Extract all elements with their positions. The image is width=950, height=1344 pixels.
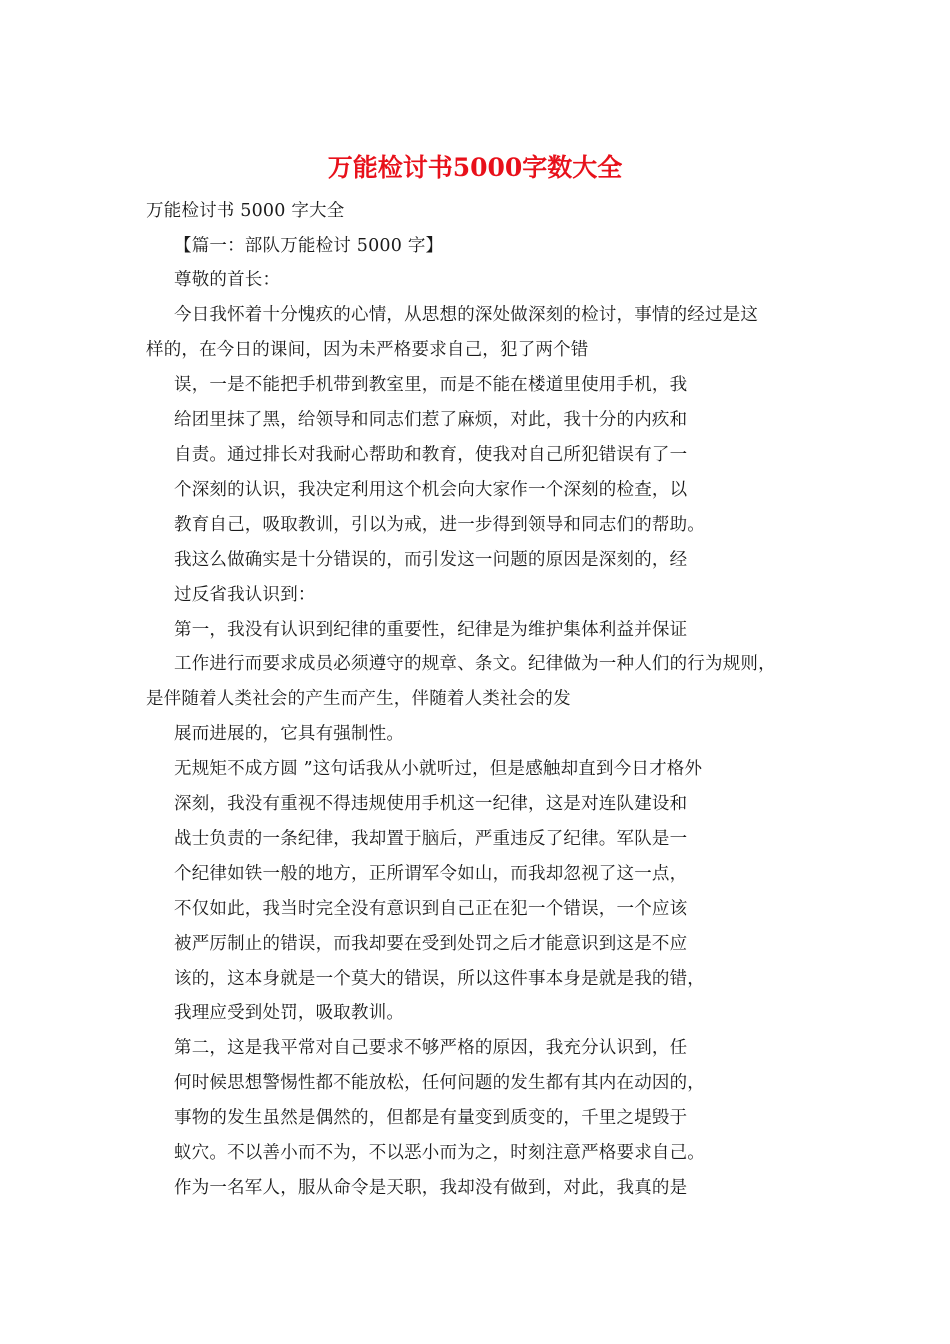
text-line: 过反省我认识到： bbox=[174, 585, 316, 605]
text-line: 我这么做确实是十分错误的，而引发这一问题的原因是深刻的，经 bbox=[174, 550, 688, 570]
text-line: 战士负责的一条纪律，我却置于脑后，严重违反了纪律。军队是一 bbox=[174, 829, 688, 849]
text-line: 个纪律如铁一般的地方，正所谓军令如山，而我却忽视了这一点， bbox=[174, 864, 688, 884]
text-line: 展而进展的，它具有强制性。 bbox=[174, 724, 405, 744]
text-line: 该的，这本身就是一个莫大的错误，所以这件事本身是就是我的错， bbox=[174, 969, 705, 989]
text-line: 工作进行而要求成员必须遵守的规章、条文。纪律做为一种人们的行为规则， bbox=[174, 654, 776, 674]
text-line: 我理应受到处罚，吸取教训。 bbox=[174, 1003, 405, 1023]
text-line: 教育自己，吸取教训，引以为戒，进一步得到领导和同志们的帮助。 bbox=[174, 515, 705, 535]
text-line: 被严厉制止的错误，而我却要在受到处罚之后才能意识到这是不应 bbox=[174, 934, 688, 954]
text-line: 深刻，我没有重视不得违规使用手机这一纪律，这是对连队建设和 bbox=[174, 794, 688, 814]
text-line: 给团里抹了黑，给领导和同志们惹了麻烦，对此，我十分的内疚和 bbox=[174, 410, 688, 430]
text-line: 不仅如此，我当时完全没有意识到自己正在犯一个错误，一个应该 bbox=[174, 899, 688, 919]
text-line: 今日我怀着十分愧疚的心情，从思想的深处做深刻的检讨，事情的经过是这 bbox=[174, 305, 759, 325]
section-heading: 【篇一：部队万能检讨 5000 字】 bbox=[174, 236, 444, 256]
text-line: 蚁穴。不以善小而不为，不以恶小而为之，时刻注意严格要求自己。 bbox=[174, 1143, 705, 1163]
text-line: 样的，在今日的课间，因为未严格要求自己，犯了两个错 bbox=[146, 340, 589, 360]
salutation: 尊敬的首长： bbox=[174, 270, 281, 290]
subtitle-line: 万能检讨书 5000 字大全 bbox=[146, 201, 345, 221]
document-title: 万能检讨书5000字数大全 bbox=[327, 153, 623, 182]
text-line: 自责。通过排长对我耐心帮助和教育，使我对自己所犯错误有了一 bbox=[174, 445, 688, 465]
text-line: 事物的发生虽然是偶然的，但都是有量变到质变的，千里之堤毁于 bbox=[174, 1108, 688, 1128]
text-line: 是伴随着人类社会的产生而产生，伴随着人类社会的发 bbox=[146, 689, 571, 709]
text-line: 作为一名军人，服从命令是天职，我却没有做到，对此，我真的是 bbox=[174, 1178, 688, 1198]
text-line: 个深刻的认识，我决定利用这个机会向大家作一个深刻的检查，以 bbox=[174, 480, 688, 500]
text-line: 误，一是不能把手机带到教室里，而是不能在楼道里使用手机，我 bbox=[174, 375, 688, 395]
text-line: 第二，这是我平常对自己要求不够严格的原因，我充分认识到，任 bbox=[174, 1038, 688, 1058]
text-line: 何时候思想警惕性都不能放松，任何问题的发生都有其内在动因的， bbox=[174, 1073, 705, 1093]
text-line: 第一，我没有认识到纪律的重要性，纪律是为维护集体利益并保证 bbox=[174, 620, 688, 640]
text-line: 无规矩不成方圆 ”这句话我从小就听过，但是感触却直到今日才格外 bbox=[174, 759, 703, 779]
